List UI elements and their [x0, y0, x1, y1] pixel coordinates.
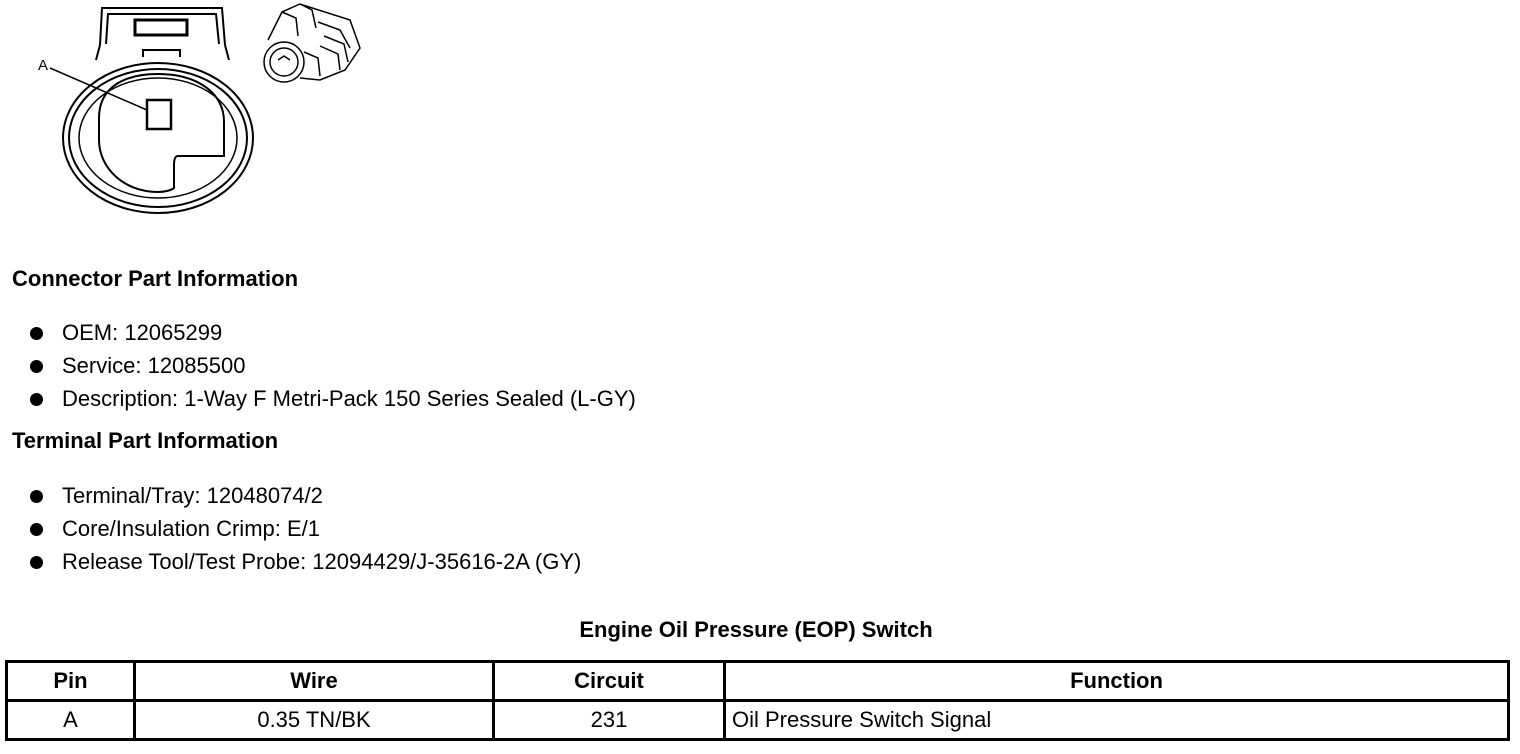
list-item: [30, 316, 636, 349]
list-item-text: Core/Insulation Crimp: E/1: [62, 516, 320, 541]
list-item: [30, 512, 581, 545]
connector-part-heading: Connector Part Information: [12, 266, 299, 291]
list-item-text: Release Tool/Test Probe: 12094429/J-35616-2A (GY): [62, 549, 582, 574]
list-item-text: Description: 1-Way F Metri-Pack 150 Series Sealed (L-GY): [62, 386, 636, 411]
cell-pin: A: [7, 701, 135, 740]
bullet-icon: [30, 556, 43, 569]
list-item-text: OEM: 12065299: [62, 320, 223, 345]
terminal-cavity-a: [147, 100, 171, 129]
pin-table: [5, 660, 1510, 741]
column-header-pin: Pin: [7, 662, 135, 701]
table-header-row: [7, 662, 1509, 701]
bullet-icon: [30, 360, 43, 373]
terminal-part-heading: Terminal Part Information: [12, 428, 279, 453]
list-item: [30, 349, 636, 382]
terminal-part-list: [30, 479, 581, 578]
table-title: Engine Oil Pressure (EOP) Switch: [579, 617, 933, 642]
list-item: [30, 479, 581, 512]
column-header-function: Function: [725, 662, 1509, 701]
isometric-connector-icon: [264, 4, 360, 82]
table-row: [7, 701, 1509, 740]
bullet-icon: [30, 393, 43, 406]
callout-label-a: A: [38, 57, 49, 74]
callout-leader-line: [50, 68, 147, 110]
cell-wire: 0.35 TN/BK: [135, 701, 494, 740]
cell-circuit: 231: [494, 701, 725, 740]
list-item-text: Terminal/Tray: 12048074/2: [62, 483, 323, 508]
connector-housing-top: [96, 8, 229, 60]
column-header-circuit: Circuit: [494, 662, 725, 701]
connector-part-list: [30, 316, 636, 415]
bullet-icon: [30, 490, 43, 503]
column-header-wire: Wire: [135, 662, 494, 701]
list-item-text: Service: 12085500: [62, 353, 246, 378]
list-item: [30, 382, 636, 415]
bullet-icon: [30, 327, 43, 340]
cell-function: Oil Pressure Switch Signal: [725, 701, 1509, 740]
bullet-icon: [30, 523, 43, 536]
list-item: [30, 545, 581, 578]
connector-illustration: [0, 0, 380, 225]
